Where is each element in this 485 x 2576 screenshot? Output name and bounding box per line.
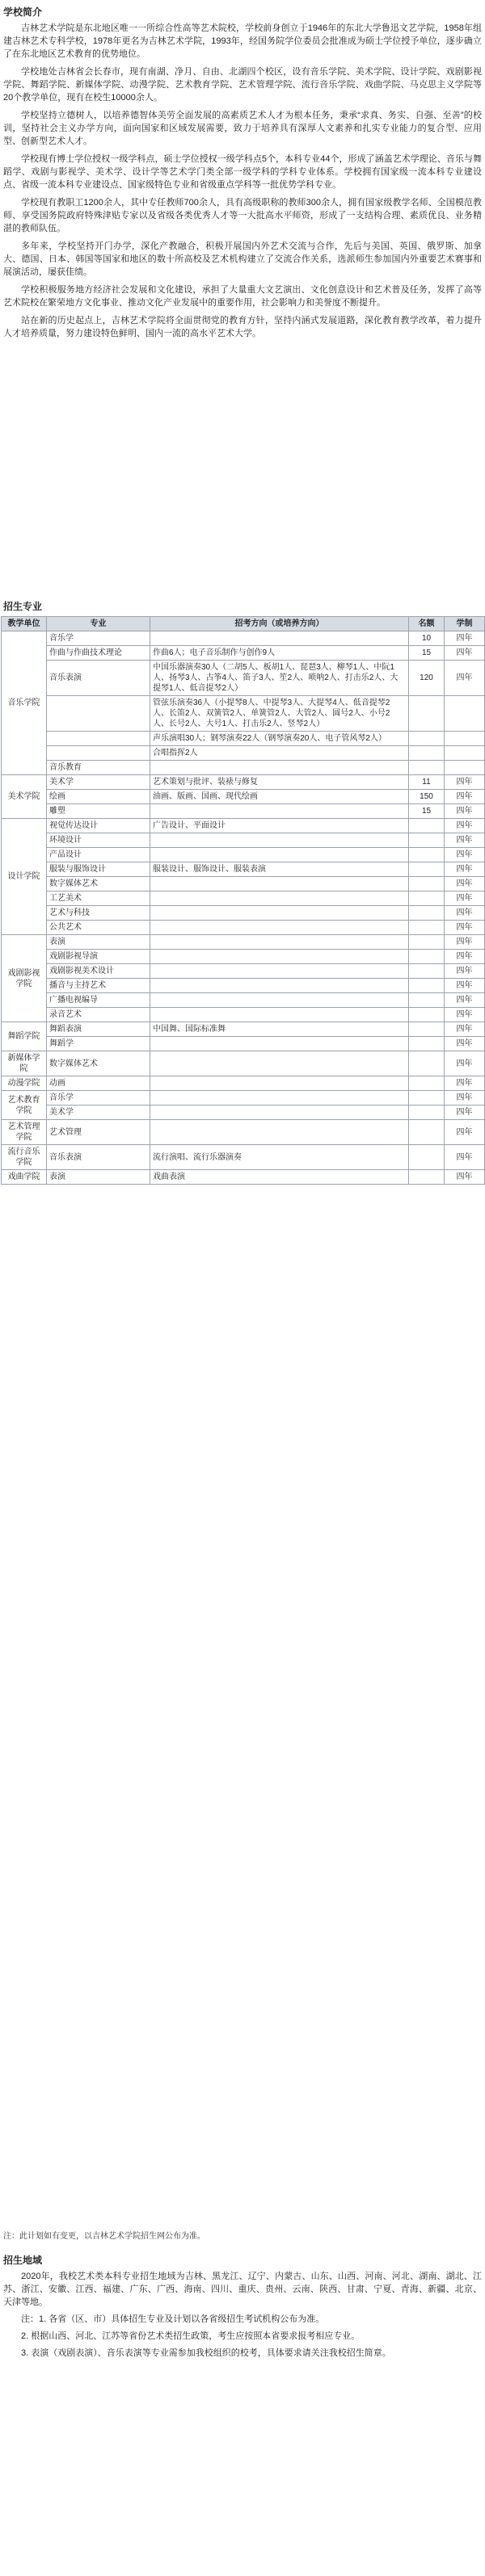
cell-quota [409, 993, 445, 1008]
cell-quota [409, 1091, 445, 1105]
cell-quota [409, 935, 445, 950]
area-paragraph: 注：1. 各省（区、市）具体招生专业及计划以各省级招生考试机构公布为准。 [21, 2314, 325, 2324]
intro-paragraph: 学校现有教职工1200余人，其中专任教师700余人，具有高级职称的教师300余人，拥有国家级教学名师、全国模范教师、享受国务院政府特殊津贴专家以及省级各类优秀人才等一大批高水平师资，形成了一支结构合理、素质优良、业务精湛的教师队伍。 [3, 198, 482, 233]
cell-direction [150, 877, 409, 892]
table-row [2, 1008, 485, 1022]
cell-quota [409, 950, 445, 964]
cell-years: 四年 [445, 661, 485, 696]
cell-direction [150, 848, 409, 862]
cell-quota [409, 1145, 445, 1170]
cell-direction: 声乐演唱30人；钢琴演奏22人（钢琴演奏20人、电子管风琴2人） [150, 732, 409, 746]
cell-quota: 150 [409, 790, 445, 804]
cell-college: 舞蹈学院 [2, 1022, 47, 1051]
cell-quota [409, 1051, 445, 1076]
table-row [2, 696, 485, 732]
cell-major: 雕塑 [47, 804, 150, 819]
table-row [2, 1022, 485, 1037]
header-years: 学制 [445, 617, 485, 631]
cell-quota [409, 1105, 445, 1120]
table-row [2, 819, 485, 833]
cell-direction: 中国舞、国际标准舞 [150, 1022, 409, 1037]
cell-direction [150, 935, 409, 950]
cell-major: 戏剧影视导演 [47, 950, 150, 964]
cell-direction [150, 979, 409, 993]
table-row [2, 950, 485, 964]
cell-direction: 油画、版画、国画、现代绘画 [150, 790, 409, 804]
cell-quota [409, 964, 445, 979]
plan-title: 招生专业 [3, 601, 43, 612]
cell-direction [150, 1037, 409, 1051]
table-row [2, 646, 485, 661]
cell-major: 音乐学 [47, 1091, 150, 1105]
cell-direction [150, 1008, 409, 1022]
cell-years: 四年 [445, 819, 485, 833]
table-row [2, 862, 485, 877]
table-row [2, 1076, 485, 1091]
cell-direction: 艺术策划与批评、装裱与修复 [150, 775, 409, 790]
cell-years: 四年 [445, 935, 485, 950]
header-direction: 招考方向（或培养方向） [150, 617, 409, 631]
school-intro-section [0, 5, 485, 340]
cell-direction [150, 761, 409, 775]
cell-direction [150, 993, 409, 1008]
header-quota: 名额 [409, 617, 445, 631]
cell-college: 新媒体学院 [2, 1051, 47, 1076]
cell-major: 广播电视编导 [47, 993, 150, 1008]
cell-quota [409, 761, 445, 775]
cell-years: 四年 [445, 631, 485, 646]
area-body [0, 2270, 485, 2360]
cell-direction: 服装设计、服饰设计、服装表演 [150, 862, 409, 877]
cell-quota [409, 819, 445, 833]
cell-direction [150, 804, 409, 819]
cell-quota [409, 696, 445, 732]
table-row [2, 732, 485, 746]
cell-direction [150, 921, 409, 935]
cell-quota [409, 1037, 445, 1051]
cell-years: 四年 [445, 964, 485, 979]
area-paragraph: 3. 表演（戏剧表演）、音乐表演等专业需参加我校组织的校考，具体要求请关注我校招生简章。 [21, 2348, 391, 2358]
enrollment-plan-section [0, 594, 485, 1185]
cell-major: 数字媒体艺术 [47, 877, 150, 892]
table-row [2, 631, 485, 646]
table-header-row [2, 617, 485, 631]
cell-quota: 10 [409, 631, 445, 646]
cell-direction: 合唱指挥2人 [150, 746, 409, 761]
cell-quota [409, 979, 445, 993]
cell-major: 艺术管理 [47, 1120, 150, 1145]
table-row [2, 790, 485, 804]
cell-quota [409, 1008, 445, 1022]
cell-years: 四年 [445, 1008, 485, 1022]
cell-years: 四年 [445, 848, 485, 862]
table-row [2, 877, 485, 892]
intro-paragraph: 吉林艺术学院是东北地区唯一一所综合性高等艺术院校，学校前身创立于1946年的东北大学鲁迅文艺学院，1958年组建吉林艺术专科学校，1978年更名为吉林艺术学院，1993年，经国务院学位委员会批准成为硕士学位授予单位，逐步确立了在东北地区艺术教育的优势地位。 [3, 23, 482, 59]
cell-major: 美术学 [47, 1105, 150, 1120]
bottom-fade [0, 2553, 485, 2576]
cell-major: 播音与主持艺术 [47, 979, 150, 993]
plan-note: 注：此计划如有变更，以吉林艺术学院招生网公布为准。 [3, 2232, 205, 2241]
intro-body [3, 22, 482, 340]
cell-college: 艺术管理学院 [2, 1120, 47, 1145]
cell-major: 公共艺术 [47, 921, 150, 935]
cell-college: 艺术教育学院 [2, 1091, 47, 1120]
cell-major: 作曲与作曲技术理论 [47, 646, 150, 661]
cell-years [445, 696, 485, 732]
cell-quota [409, 1022, 445, 1037]
table-row [2, 1145, 485, 1170]
cell-college: 设计学院 [2, 819, 47, 935]
cell-quota [409, 833, 445, 848]
cell-quota [409, 848, 445, 862]
table-row [2, 1105, 485, 1120]
intro-paragraph: 站在新的历史起点上，吉林艺术学院将全面贯彻党的教育方针，坚持内涵式发展道路，深化教育教学改革，着力提升人才培养质量，努力建设特色鲜明、国内一流的高水平艺术大学。 [3, 316, 482, 338]
cell-major: 音乐表演 [47, 661, 150, 696]
cell-quota [409, 1076, 445, 1091]
cell-college: 美术学院 [2, 775, 47, 819]
enrollment-table [1, 616, 485, 1185]
cell-years: 四年 [445, 833, 485, 848]
cell-direction [150, 950, 409, 964]
cell-years: 四年 [445, 646, 485, 661]
cell-direction [150, 833, 409, 848]
cell-years: 四年 [445, 862, 485, 877]
cell-major [47, 732, 150, 746]
cell-college: 戏剧影视学院 [2, 935, 47, 1022]
cell-quota [409, 746, 445, 761]
table-row [2, 892, 485, 906]
cell-major [47, 746, 150, 761]
table-row [2, 1091, 485, 1105]
cell-quota: 120 [409, 661, 445, 696]
cell-major: 音乐表演 [47, 1145, 150, 1170]
cell-years: 四年 [445, 790, 485, 804]
table-row [2, 775, 485, 790]
table-row [2, 1037, 485, 1051]
table-row [2, 1051, 485, 1076]
cell-direction [150, 1120, 409, 1145]
cell-direction: 广告设计、平面设计 [150, 819, 409, 833]
cell-years: 四年 [445, 979, 485, 993]
cell-college: 音乐学院 [2, 631, 47, 775]
cell-major: 戏剧影视美术设计 [47, 964, 150, 979]
cell-major: 舞蹈学 [47, 1037, 150, 1051]
area-paragraph: 2. 根据山西、河北、江苏等省份艺术类招生政策，考生应按照本省要求报考相应专业。 [21, 2331, 361, 2341]
cell-major: 视觉传达设计 [47, 819, 150, 833]
enrollment-table-body [2, 631, 485, 1185]
table-row [2, 935, 485, 950]
cell-college: 流行音乐学院 [2, 1145, 47, 1170]
cell-direction [150, 892, 409, 906]
cell-years: 四年 [445, 921, 485, 935]
table-row [2, 746, 485, 761]
cell-years: 四年 [445, 1091, 485, 1105]
cell-major: 录音艺术 [47, 1008, 150, 1022]
cell-major: 艺术与科技 [47, 906, 150, 921]
cell-major: 数字媒体艺术 [47, 1051, 150, 1076]
cell-direction [150, 1051, 409, 1076]
admission-area-section [0, 2253, 485, 2364]
cell-quota [409, 877, 445, 892]
intro-paragraph: 学校积极服务地方经济社会发展和文化建设，承担了大量重大文艺演出、文化创意设计和艺术普及任务，发挥了高等艺术院校在繁荣地方文化事业、推动文化产业发展中的重要作用，社会影响力和美誉度不断提升。 [3, 285, 482, 308]
cell-major: 动画 [47, 1076, 150, 1091]
cell-direction: 戏曲表演 [150, 1170, 409, 1185]
cell-direction: 管弦乐演奏36人（小提琴8人、中提琴3人、大提琴4人、低音提琴2人、长笛2人、双簧管2人、单簧管2人、大管2人、圆号2人、小号2人、长号2人、大号1人、打击乐2人、竖琴2人） [150, 696, 409, 732]
cell-direction [150, 964, 409, 979]
cell-college: 动漫学院 [2, 1076, 47, 1091]
cell-years: 四年 [445, 892, 485, 906]
cell-major: 音乐教育 [47, 761, 150, 775]
intro-title: 学校简介 [3, 6, 43, 18]
cell-years: 四年 [445, 1145, 485, 1170]
intro-paragraph: 学校现有博士学位授权一级学科点，硕士学位授权一级学科点5个，本科专业44个，形成了涵盖艺术学理论、音乐与舞蹈学、戏剧与影视学、美术学、设计学等艺术学门类全部一级学科的学科专业体系。学校拥有国家级一流本科专业建设点、省级一流本科专业建设点、国家级特色专业和省级重点学科等一批优势学科专业。 [3, 154, 482, 190]
cell-years: 四年 [445, 993, 485, 1008]
header-major: 专业 [47, 617, 150, 631]
cell-direction [150, 1076, 409, 1091]
area-paragraph: 2020年，我校艺术类本科专业招生地域为吉林、黑龙江、辽宁、内蒙古、山东、山西、河南、河北、湖南、湖北、江苏、浙江、安徽、江西、福建、广东、广西、海南、四川、重庆、贵州、云南、陕西、甘肃、宁夏、青海、新疆、北京、天津等地。 [3, 2272, 482, 2307]
cell-major: 音乐学 [47, 631, 150, 646]
cell-years: 四年 [445, 1037, 485, 1051]
cell-years: 四年 [445, 804, 485, 819]
table-row [2, 661, 485, 696]
cell-major: 表演 [47, 1170, 150, 1185]
cell-major: 产品设计 [47, 848, 150, 862]
cell-quota [409, 862, 445, 877]
cell-years: 四年 [445, 1170, 485, 1185]
intro-paragraph: 学校坚持立德树人，以培养德智体美劳全面发展的高素质艺术人才为根本任务，秉承“求真、务实、自强、至善”的校训，坚持社会主义办学方向，面向国家和区域发展需要，致力于培养具有深厚人文素养和扎实专业能力的复合型、应用型、创新型艺术人才。 [3, 111, 482, 146]
cell-direction [150, 906, 409, 921]
cell-major: 绘画 [47, 790, 150, 804]
table-row [2, 833, 485, 848]
cell-years: 四年 [445, 775, 485, 790]
cell-years [445, 746, 485, 761]
cell-years: 四年 [445, 1105, 485, 1120]
intro-paragraph: 多年来，学校坚持开门办学，深化产教融合，积极开展国内外艺术交流与合作，先后与美国、英国、俄罗斯、加拿大、德国、日本、韩国等国家和地区的数十所高校及艺术机构建立了交流合作关系，选派师生参加国内外重要艺术赛事和展演活动，屡获佳绩。 [3, 241, 482, 277]
cell-direction: 作曲6人；电子音乐制作与创作9人 [150, 646, 409, 661]
cell-years [445, 761, 485, 775]
intro-paragraph: 学校地处吉林省会长春市，现有南湖、净月、自由、北湖四个校区，设有音乐学院、美术学院、设计学院、戏剧影视学院、舞蹈学院、新媒体学院、动漫学院、艺术教育学院、艺术管理学院、流行音乐学院、戏曲学院、马克思主义学院等20个教学单位，现有在校生10000余人。 [3, 67, 482, 103]
cell-quota [409, 1170, 445, 1185]
cell-quota [409, 1120, 445, 1145]
table-row [2, 906, 485, 921]
cell-quota [409, 906, 445, 921]
cell-years: 四年 [445, 950, 485, 964]
table-row [2, 1170, 485, 1185]
table-row [2, 761, 485, 775]
table-row [2, 848, 485, 862]
header-college: 教学单位 [2, 617, 47, 631]
area-title: 招生地域 [3, 2255, 43, 2266]
cell-quota: 11 [409, 775, 445, 790]
cell-major: 服装与服饰设计 [47, 862, 150, 877]
cell-quota: 15 [409, 646, 445, 661]
table-row [2, 1120, 485, 1145]
cell-years: 四年 [445, 1022, 485, 1037]
table-row [2, 921, 485, 935]
cell-major: 工艺美术 [47, 892, 150, 906]
cell-quota [409, 732, 445, 746]
cell-direction [150, 1091, 409, 1105]
cell-college: 戏曲学院 [2, 1170, 47, 1185]
cell-major: 美术学 [47, 775, 150, 790]
cell-major: 表演 [47, 935, 150, 950]
cell-quota: 15 [409, 804, 445, 819]
cell-quota [409, 892, 445, 906]
cell-years [445, 732, 485, 746]
table-row [2, 964, 485, 979]
cell-direction: 流行演唱、流行乐器演奏 [150, 1145, 409, 1170]
table-row [2, 979, 485, 993]
cell-years: 四年 [445, 1076, 485, 1091]
cell-direction [150, 1105, 409, 1120]
table-row [2, 993, 485, 1008]
cell-years: 四年 [445, 1120, 485, 1145]
cell-major: 环境设计 [47, 833, 150, 848]
cell-direction [150, 631, 409, 646]
cell-years: 四年 [445, 1051, 485, 1076]
table-row [2, 804, 485, 819]
cell-quota [409, 921, 445, 935]
cell-direction: 中国乐器演奏30人（二胡5人、板胡1人、琵琶3人、柳琴1人、中阮1人、扬琴3人、古筝4人、笛子3人、笙2人、唢呐2人、打击乐2人、大提琴1人、低音提琴2人） [150, 661, 409, 696]
cell-years: 四年 [445, 906, 485, 921]
cell-years: 四年 [445, 877, 485, 892]
cell-major: 舞蹈表演 [47, 1022, 150, 1037]
cell-major [47, 696, 150, 732]
